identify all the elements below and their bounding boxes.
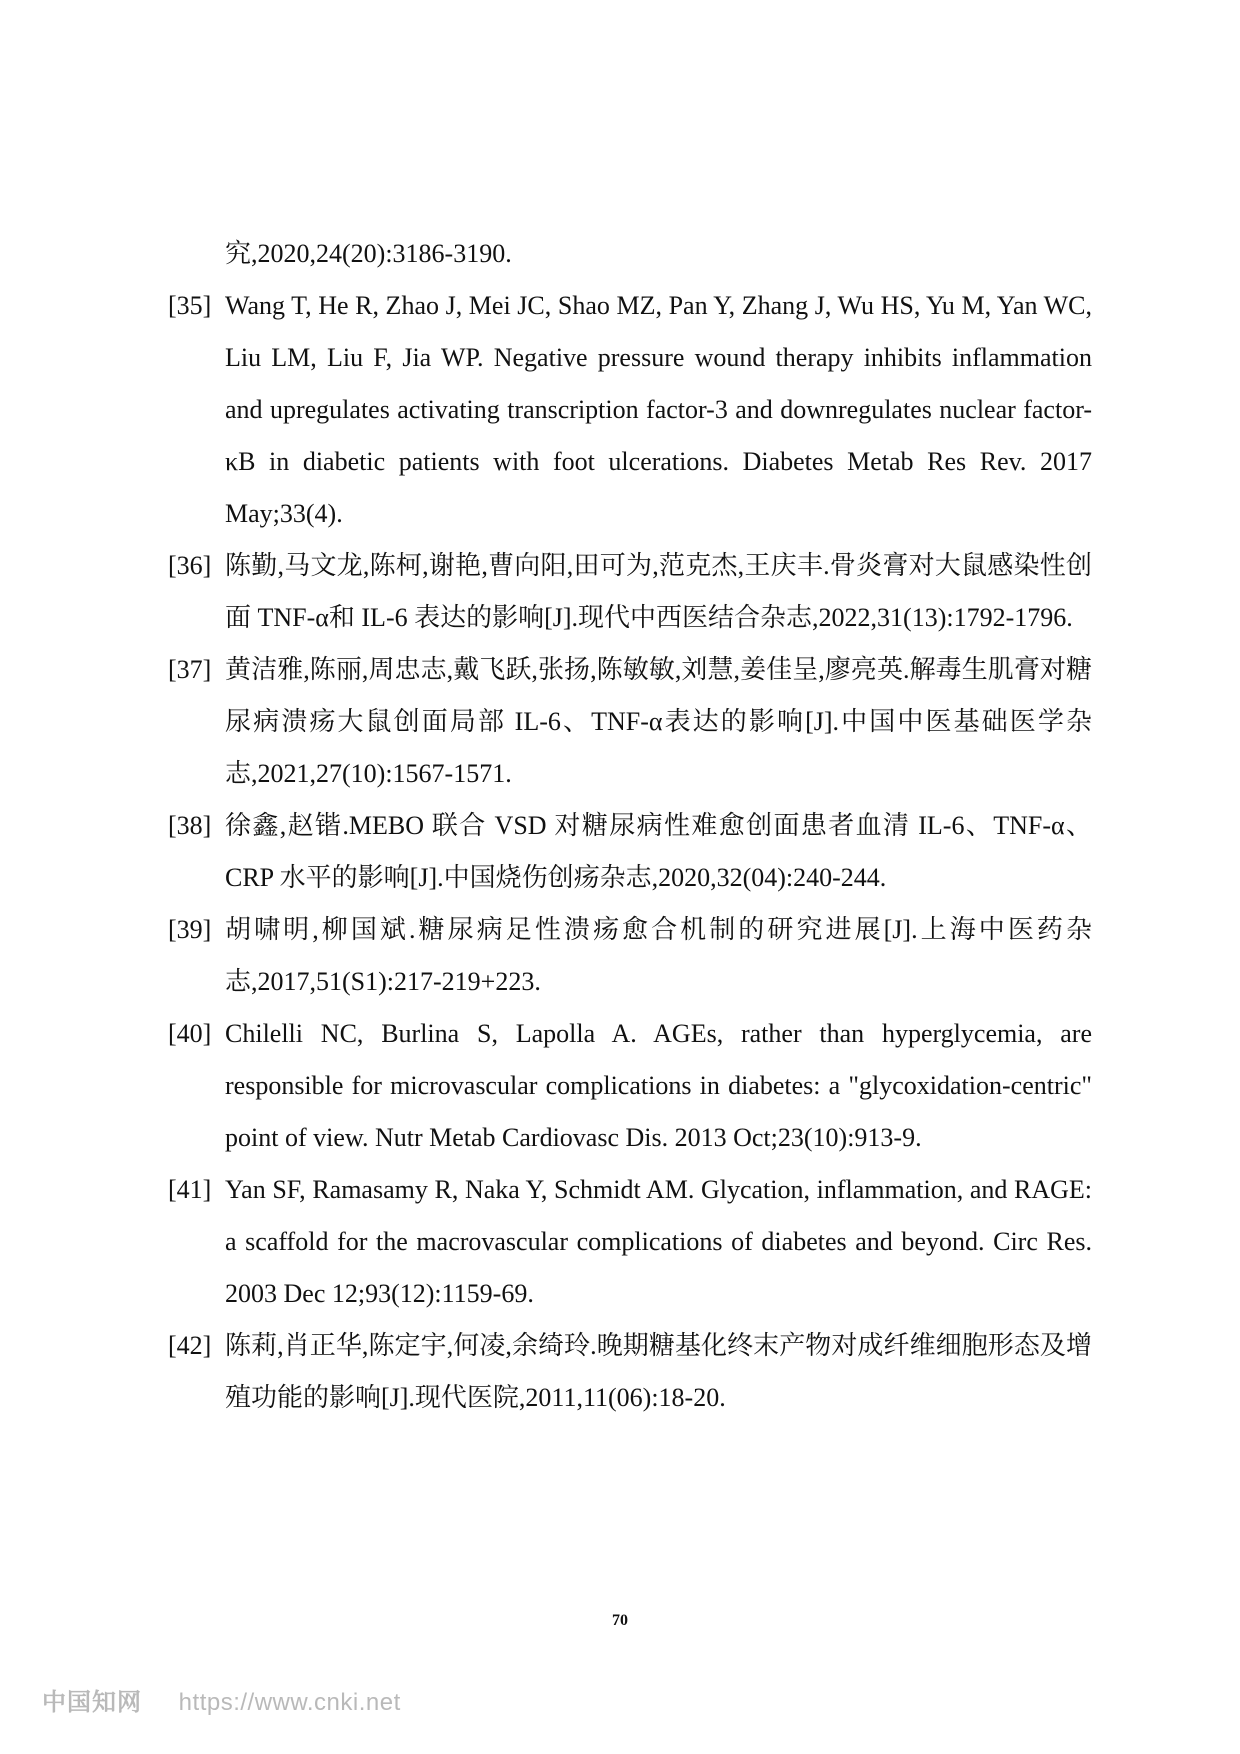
watermark-logo: 中国知网: [42, 1689, 142, 1716]
watermark: [42, 1682, 401, 1717]
watermark-url: https://www.cnki.net: [178, 1689, 401, 1716]
reference-continuation: 究,2020,24(20):3186-3190.: [225, 239, 512, 268]
reference-number: [40]: [168, 1019, 212, 1048]
reference-text: 徐鑫,赵锴.MEBO 联合 VSD 对糖尿病性难愈创面患者血清 IL-6、TNF-α、CRP 水平的影响[J].中国烧伤创疡杂志,2020,32(04):240-244.: [225, 811, 1092, 892]
reference-number: [36]: [168, 551, 212, 580]
reference-number: [38]: [168, 811, 212, 840]
reference-item: [168, 800, 1092, 904]
reference-item: [168, 644, 1092, 800]
page-number: 70: [612, 1612, 628, 1629]
reference-number: [42]: [168, 1331, 212, 1360]
reference-text: 陈勤,马文龙,陈柯,谢艳,曹向阳,田可为,范克杰,王庆丰.骨炎膏对大鼠感染性创面 TNF-α和 IL-6 表达的影响[J].现代中西医结合杂志,2022,31(13):1792-1796.: [225, 551, 1092, 632]
reference-text: 黄洁雅,陈丽,周忠志,戴飞跃,张扬,陈敏敏,刘慧,姜佳呈,廖亮英.解毒生肌膏对糖尿病溃疡大鼠创面局部 IL-6、TNF-α表达的影响[J].中国中医基础医学杂志,2021,27(10):1567-1571.: [225, 655, 1092, 788]
reference-text: Yan SF, Ramasamy R, Naka Y, Schmidt AM. Glycation, inflammation, and RAGE: a scaffold for the macrovascular complications of diabetes and beyond. Circ Res. 2003 Dec 12;93(12):1159-69.: [225, 1175, 1092, 1308]
reference-number: [39]: [168, 915, 212, 944]
reference-item: [168, 1164, 1092, 1320]
reference-number: [41]: [168, 1175, 212, 1204]
reference-text: Wang T, He R, Zhao J, Mei JC, Shao MZ, Pan Y, Zhang J, Wu HS, Yu M, Yan WC, Liu LM, Liu F, Jia WP. Negative pressure wound therapy inhibits inflammation and upregulates activating transcription factor-3 and downregulates nuclear factor-κB in diabetic patients with foot ulcerations. Diabetes Metab Res Rev. 2017 May;33(4).: [225, 291, 1092, 528]
reference-item: [168, 540, 1092, 644]
reference-item: [168, 904, 1092, 1008]
reference-text: 陈莉,肖正华,陈定宇,何凌,余绮玲.晚期糖基化终末产物对成纤维细胞形态及增殖功能的影响[J].现代医院,2011,11(06):18-20.: [225, 1331, 1092, 1412]
reference-number: [35]: [168, 291, 212, 320]
reference-number: [37]: [168, 655, 212, 684]
reference-item: [168, 280, 1092, 540]
reference-text: 胡啸明,柳国斌.糖尿病足性溃疡愈合机制的研究进展[J].上海中医药杂志,2017,51(S1):217-219+223.: [225, 915, 1092, 996]
reference-text: Chilelli NC, Burlina S, Lapolla A. AGEs, rather than hyperglycemia, are responsible for microvascular complications in diabetes: a "glycoxidation-centric" point of view. Nutr Metab Cardiovasc Dis. 2013 Oct;23(10):913-9.: [225, 1019, 1092, 1152]
reference-item: [168, 1320, 1092, 1424]
reference-list: [168, 228, 1092, 1424]
reference-item: [168, 1008, 1092, 1164]
